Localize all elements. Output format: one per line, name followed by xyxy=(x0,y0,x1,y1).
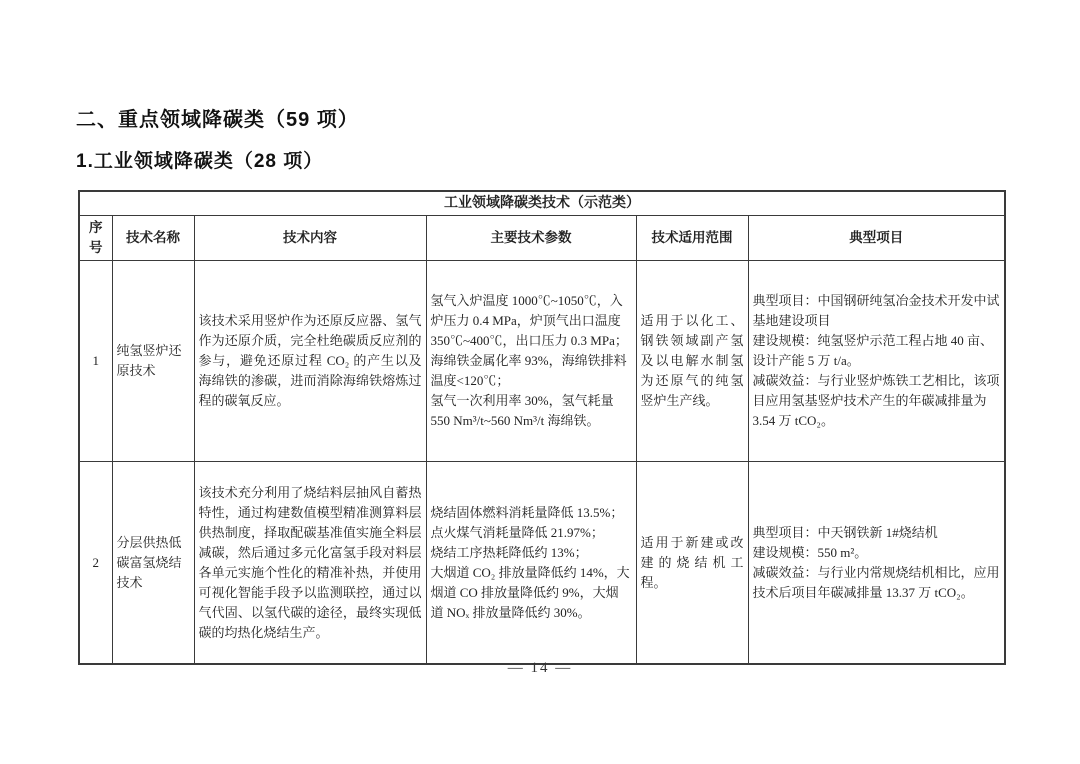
project-line: 建设规模：550 m²。 xyxy=(752,544,868,560)
row-index: 2 xyxy=(79,462,112,665)
project-line: 典型项目：中天钢铁新 1#烧结机 xyxy=(752,524,938,540)
table-title-row xyxy=(79,191,1005,216)
tech-name-cell: 纯氢竖炉还原技术 xyxy=(112,261,194,462)
parameter-line: 点火煤气消耗量降低 21.97%； xyxy=(430,524,604,540)
tech-name-cell: 分层供热低碳富氢烧结技术 xyxy=(112,462,194,665)
col-header-tech-parameters: 主要技术参数 xyxy=(426,216,636,261)
parameter-line: 氢气入炉温度 1000℃~1050℃，入炉压力 0.4 MPa，炉顶气出口温度 350℃~400℃，出口压力 0.3 MPa；海绵铁金属化率 93%，海绵铁排料温度<120℃； xyxy=(430,293,628,388)
project-line: 减碳效益：与行业竖炉炼铁工艺相比，该项目应用氢基竖炉技术产生的年碳减排量为 3.54 万 tCO₂。 xyxy=(752,373,1000,428)
tech-parameters-cell xyxy=(426,462,636,665)
project-line: 典型项目：中国钢研纯氢冶金技术开发中试基地建设项目 xyxy=(752,293,1000,328)
tech-scope-cell: 适用于以化工、钢铁领域副产氢及以电解水制氢为还原气的纯氢竖炉生产线。 xyxy=(636,261,748,462)
row-index: 1 xyxy=(79,261,112,462)
project-line: 减碳效益：与行业内常规烧结机相比，应用技术后项目年碳减排量 13.37 万 tCO₂。 xyxy=(752,564,1000,600)
typical-project-cell xyxy=(748,462,1005,665)
tech-parameters-cell xyxy=(426,261,636,462)
col-header-index: 序号 xyxy=(79,216,112,261)
table-row xyxy=(79,261,1005,462)
tech-content-cell: 该技术采用竖炉作为还原反应器、氢气作为还原介质，完全杜绝碳质反应剂的参与，避免还原过程 CO₂ 的产生以及海绵铁的渗碳，进而消除海绵铁熔炼过程的碳氧反应。 xyxy=(194,261,426,462)
col-header-typical-project: 典型项目 xyxy=(748,216,1005,261)
parameter-line: 烧结固体燃料消耗量降低 13.5%； xyxy=(430,504,624,520)
col-header-tech-content: 技术内容 xyxy=(194,216,426,261)
parameter-line: 大烟道 CO₂ 排放量降低约 14%，大烟道 CO 排放量降低约 9%，大烟道 NOₓ 排放量降低约 30%。 xyxy=(430,564,630,620)
subsection-heading: 1.工业领域降碳类（28 项） xyxy=(76,151,324,172)
tech-scope-cell: 适用于新建或改建的烧结机工程。 xyxy=(636,462,748,665)
table-row xyxy=(79,462,1005,665)
col-header-tech-scope: 技术适用范围 xyxy=(636,216,748,261)
technology-table xyxy=(78,190,1006,665)
table-header-row xyxy=(79,216,1005,261)
col-header-tech-name: 技术名称 xyxy=(112,216,194,261)
section-heading: 二、重点领域降碳类（59 项） xyxy=(76,109,359,131)
typical-project-cell xyxy=(748,261,1005,462)
parameter-line: 烧结工序热耗降低约 13%； xyxy=(430,544,588,560)
table-title: 工业领域降碳类技术（示范类） xyxy=(79,191,1005,216)
page-number: — 14 — xyxy=(507,660,573,676)
project-line: 建设规模：纯氢竖炉示范工程占地 40 亩、设计产能 5 万 t/a。 xyxy=(752,333,994,368)
parameter-line: 氢气一次利用率 30%，氢气耗量 550 Nm³/t~560 Nm³/t 海绵铁。 xyxy=(430,393,614,428)
tech-content-cell: 该技术充分利用了烧结料层抽风自蓄热特性，通过构建数值模型精准测算料层供热制度，择取配碳基准值实施全料层减碳，然后通过多元化富氢手段对料层各单元实施个性化的精准补热，并使用可视化智能手段予以监测联控，通过以气代固、以氢代碳的途径，最终实现低碳的均热化烧结生产。 xyxy=(194,462,426,665)
